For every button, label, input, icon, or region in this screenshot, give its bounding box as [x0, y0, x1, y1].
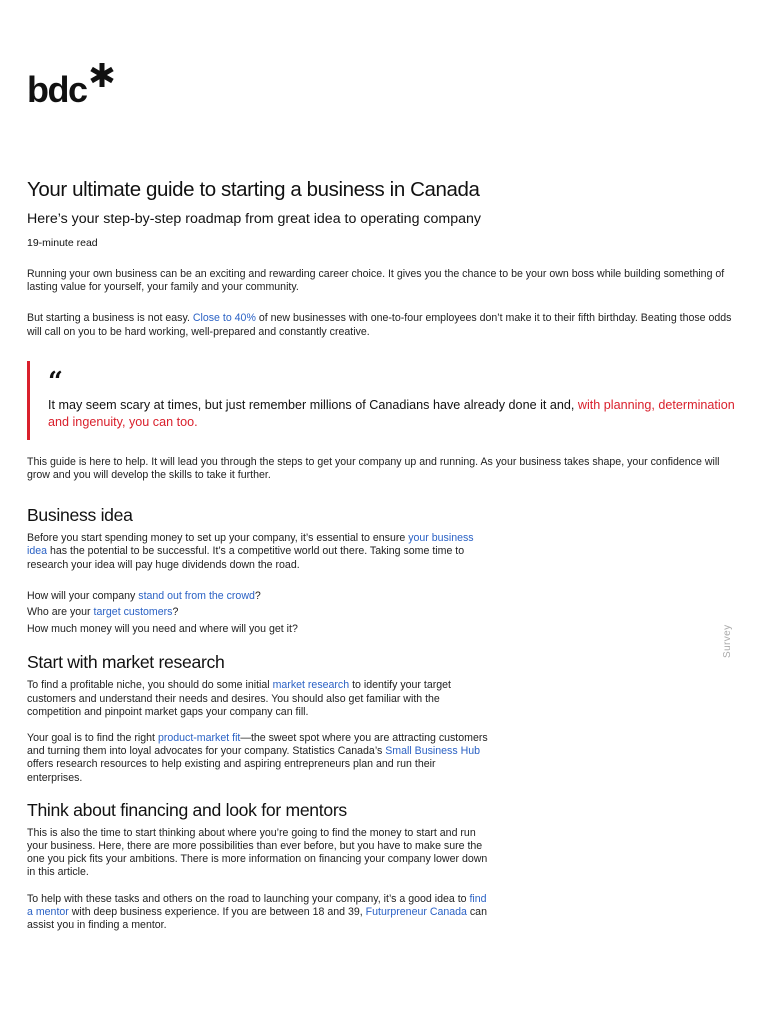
question-list	[27, 588, 737, 638]
quote-mark-icon: “	[48, 366, 63, 397]
futurpreneur-link[interactable]: Futurpreneur Canada	[365, 905, 467, 918]
financing-heading: Think about financing and look for mentors	[27, 799, 347, 820]
guide-paragraph: This guide is here to help. It will lead you through the steps to get your company up and running. As your business takes shape, your confidence will grow and you will develop the skills to take it further.	[27, 455, 720, 482]
market-research-paragraph-1	[27, 679, 489, 719]
survey-tab[interactable]: Survey	[722, 624, 733, 658]
market-research-link[interactable]: market research	[272, 679, 350, 692]
close-to-40-link[interactable]: Close to 40%	[192, 312, 256, 325]
page-title: Your ultimate guide to starting a business in Canada	[27, 178, 480, 201]
text-span: How will your company	[27, 589, 139, 602]
text-span: ?	[172, 606, 179, 619]
market-research-paragraph-2	[27, 732, 489, 785]
financing-paragraph-2	[27, 893, 489, 933]
find-a-mentor-link[interactable]: find a mentor	[27, 892, 487, 918]
text-span: ?	[254, 589, 261, 602]
market-research-heading: Start with market research	[27, 652, 225, 673]
text-span: to identify your target customers and understand their needs and desires. You should also get familiar with the competition and pinpoint market gaps your company can fill.	[27, 679, 451, 718]
financing-paragraph-1: This is also the time to start thinking about where you’re going to find the money to start and run your business. Here, there are more possibilities than ever before, but you have to make sure the one you pick fits your ambitions. There is more information on financing your company lower down in this article.	[27, 826, 488, 879]
your-business-idea-link[interactable]: your business idea	[27, 532, 474, 558]
quote-text	[48, 397, 748, 431]
text-span: has the potential to be successful. It’s a competitive world out there. Taking some time to research your idea will pay huge dividends down the road.	[27, 545, 465, 571]
intro-paragraph-2	[27, 312, 737, 338]
product-market-fit-link[interactable]: product-market fit	[157, 731, 241, 744]
text-span: of new businesses with one-to-four employees don’t make it to their fifth birthday. Beating those odds will call on you to be hard working, well-prepared and constantly creative.	[27, 312, 732, 338]
text-span: But starting a business is not easy.	[27, 312, 193, 325]
text-span: Before you start spending money to set up your company, it’s essential to ensure	[27, 532, 409, 545]
text-span: Who are your	[27, 606, 94, 619]
stand-out-link[interactable]: stand out from the crowd	[138, 589, 255, 602]
text-span: offers research resources to help existing and aspiring entrepreneurs plan and run their enterprises.	[27, 758, 436, 784]
text-span: with deep business experience. If you are between 18 and 39,	[68, 905, 366, 918]
text-span: It may seem scary at times, but just remember millions of Canadians have already done it and,	[48, 397, 578, 412]
list-item: How much money will you need and where will you get it?	[27, 622, 298, 635]
text-span: Your goal is to find the right	[27, 731, 158, 744]
quote-highlight: with planning, determination and ingenuity, you can too.	[48, 397, 735, 429]
list-item	[27, 604, 737, 621]
asterisk-icon	[89, 62, 115, 88]
text-span: To help with these tasks and others on the road to launching your company, it’s a good idea to	[27, 892, 470, 905]
small-business-hub-link[interactable]: Small Business Hub	[385, 745, 481, 758]
intro-paragraph-1: Running your own business can be an exciting and rewarding career choice. It gives you the chance to be your own boss while building something of lasting value for yourself, your family and your community.	[27, 268, 725, 294]
logo-wordmark: bdc	[27, 69, 87, 110]
text-span: can assist you in finding a mentor.	[27, 905, 487, 931]
page-subtitle: Here’s your step-by-step roadmap from great idea to operating company	[27, 211, 481, 227]
business-idea-paragraph	[27, 532, 489, 572]
text-span: To find a profitable niche, you should do some initial	[27, 679, 273, 692]
pull-quote	[27, 361, 737, 440]
read-time: 19-minute read	[27, 237, 98, 249]
text-span: —the sweet spot where you are attracting customers and turning them into loyal advocates for your company. Statistics Canada’s	[27, 731, 488, 758]
target-customers-link[interactable]: target customers	[93, 606, 173, 619]
article	[27, 176, 737, 932]
bdc-logo[interactable]	[27, 62, 117, 110]
list-item	[27, 588, 737, 605]
business-idea-heading: Business idea	[27, 505, 133, 526]
